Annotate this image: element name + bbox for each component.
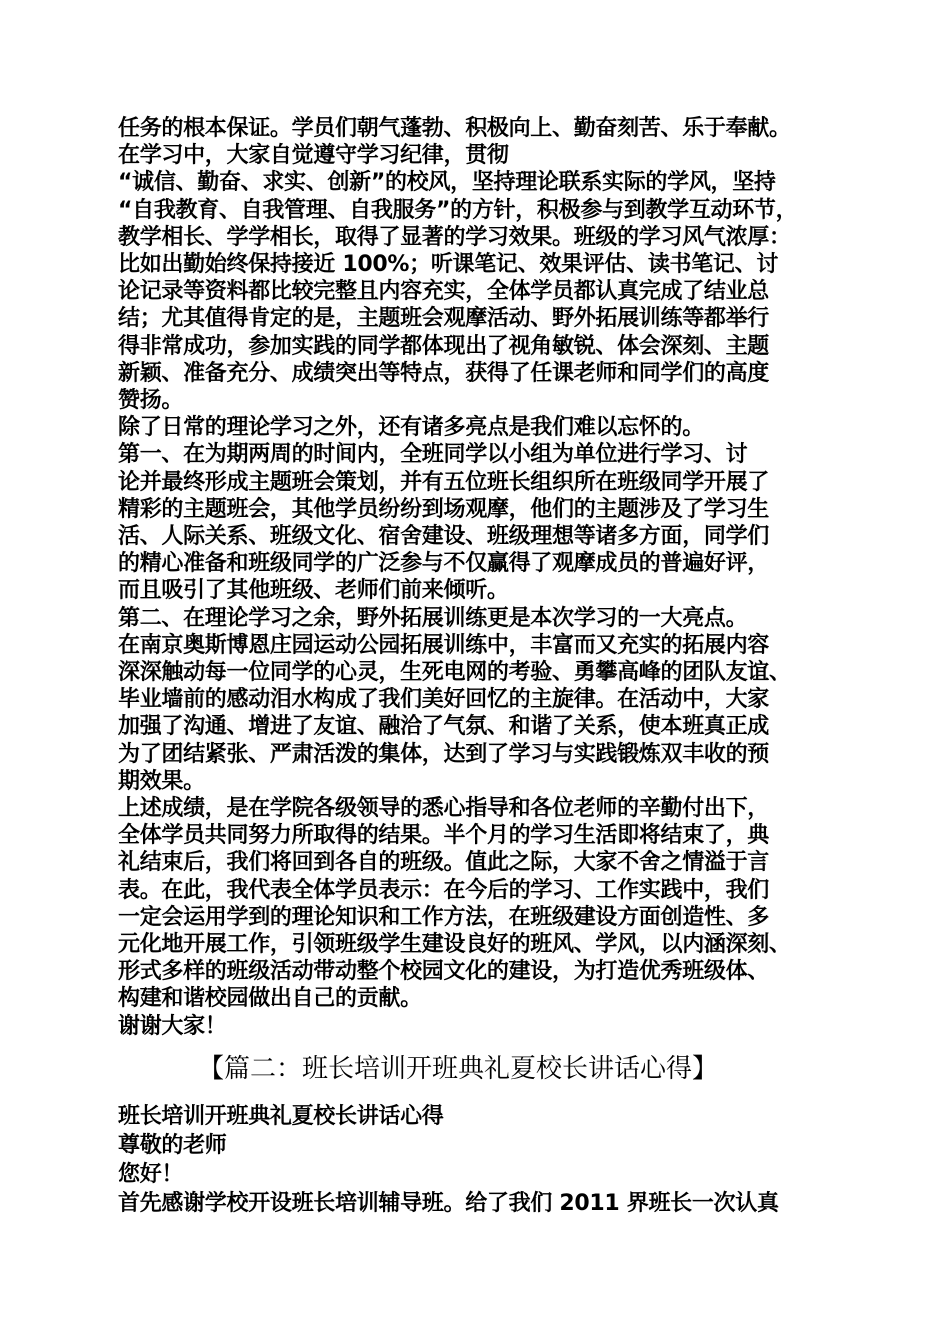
text-line: 论并最终形成主题班会策划，并有五位班长组织所在班级同学开展了 — [118, 469, 770, 495]
text-line: 活、人际关系、班级文化、宿舍建设、班级理想等诸多方面，同学们 — [118, 524, 770, 549]
text-line: 赞扬。 — [118, 388, 184, 413]
text-line: 加强了沟通、增进了友谊、融洽了气氛、和谐了关系，使本班真正成 — [118, 714, 770, 740]
text-line: 第二、在理论学习之余，野外拓展训练更是本次学习的一大亮点。 — [118, 605, 748, 631]
text-line: 形式多样的班级活动带动整个校园文化的建设，为打造优秀班级体、 — [118, 959, 770, 985]
text-line: 精彩的主题班会，其他学员纷纷到场观摩，他们的主题涉及了学习生 — [118, 496, 770, 522]
text-line: 在南京奥斯博恩庄园运动公园拓展训练中，丰富而又充实的拓展内容 — [118, 632, 770, 658]
text-line: 在学习中，大家自觉遵守学习纪律，贯彻 — [118, 143, 509, 169]
text-line: “诚信、勤奋、求实、创新”的校风，坚持理论联系实际的学风，坚持 — [118, 170, 776, 196]
text-line: 班长培训开班典礼夏校长讲话心得 — [118, 1104, 444, 1129]
text-line: 您好！ — [118, 1162, 184, 1187]
text-line: 比如出勤始终保持接近 100%；听课笔记、效果评估、读书笔记、讨 — [118, 252, 779, 277]
text-line: 为了团结紧张、严肃活泼的集体，达到了学习与实践锻炼双丰收的预 — [118, 741, 770, 767]
text-line: 论记录等资料都比较完整且内容充实，全体学员都认真完成了结业总 — [118, 279, 770, 305]
text-line: 首先感谢学校开设班长培训辅导班。给了我们 2011 界班长一次认真 — [118, 1191, 779, 1216]
text-line: 上述成绩，是在学院各级领导的悉心指导和各位老师的辛勤付出下， — [118, 796, 770, 821]
text-line: 全体学员共同努力所取得的结果。半个月的学习生活即将结束了，典 — [118, 823, 770, 849]
text-line: 得非常成功，参加实践的同学都体现出了视角敏锐、体会深刻、主题 — [118, 333, 770, 359]
text-line: 的精心准备和班级同学的广泛参与不仅赢得了观摩成员的普遍好评， — [118, 551, 770, 577]
text-line: 结；尤其值得肯定的是，主题班会观摩活动、野外拓展训练等都举行 — [118, 306, 770, 332]
text-line: 构建和谐校园做出自己的贡献。 — [118, 986, 422, 1012]
text-line: 而且吸引了其他班级、老师们前来倾听。 — [118, 578, 509, 604]
text-line: “自我教育、自我管理、自我服务”的方针，积极参与到教学互动环节， — [118, 197, 798, 223]
text-line: 教学相长、学学相长，取得了显著的学习效果。班级的学习风气浓厚： — [118, 224, 791, 250]
text-line: 毕业墙前的感动泪水构成了我们美好回忆的主旋律。在活动中，大家 — [118, 687, 770, 713]
text-line: 谢谢大家！ — [118, 1013, 227, 1039]
text-line: 新颖、准备充分、成绩突出等特点，获得了任课老师和同学们的高度 — [118, 360, 770, 386]
text-line: 表。在此，我代表全体学员表示：在今后的学习、工作实践中，我们 — [118, 877, 770, 903]
text-line: 除了日常的理论学习之外，还有诸多亮点是我们难以忘怀的。 — [118, 415, 704, 441]
section-heading: 【篇二：班长培训开班典礼夏校长讲话心得】 — [198, 1054, 719, 1084]
text-line: 元化地开展工作，引领班级学生建设良好的班风、学风，以内涵深刻、 — [118, 932, 791, 957]
text-line: 第一、在为期两周的时间内，全班同学以小组为单位进行学习、讨 — [118, 442, 748, 468]
text-line: 一定会运用学到的理论知识和工作方法，在班级建设方面创造性、多 — [118, 904, 770, 930]
text-line: 尊敬的老师 — [118, 1133, 227, 1158]
text-line: 深深触动每一位同学的心灵，生死电网的考验、勇攀高峰的团队友谊、 — [118, 660, 791, 685]
text-line: 任务的根本保证。学员们朝气蓬勃、积极向上、勤奋刻苦、乐于奉献。 — [118, 116, 791, 141]
text-line: 期效果。 — [118, 768, 205, 794]
text-line: 礼结束后，我们将回到各自的班级。值此之际，大家不舍之情溢于言 — [118, 850, 770, 876]
